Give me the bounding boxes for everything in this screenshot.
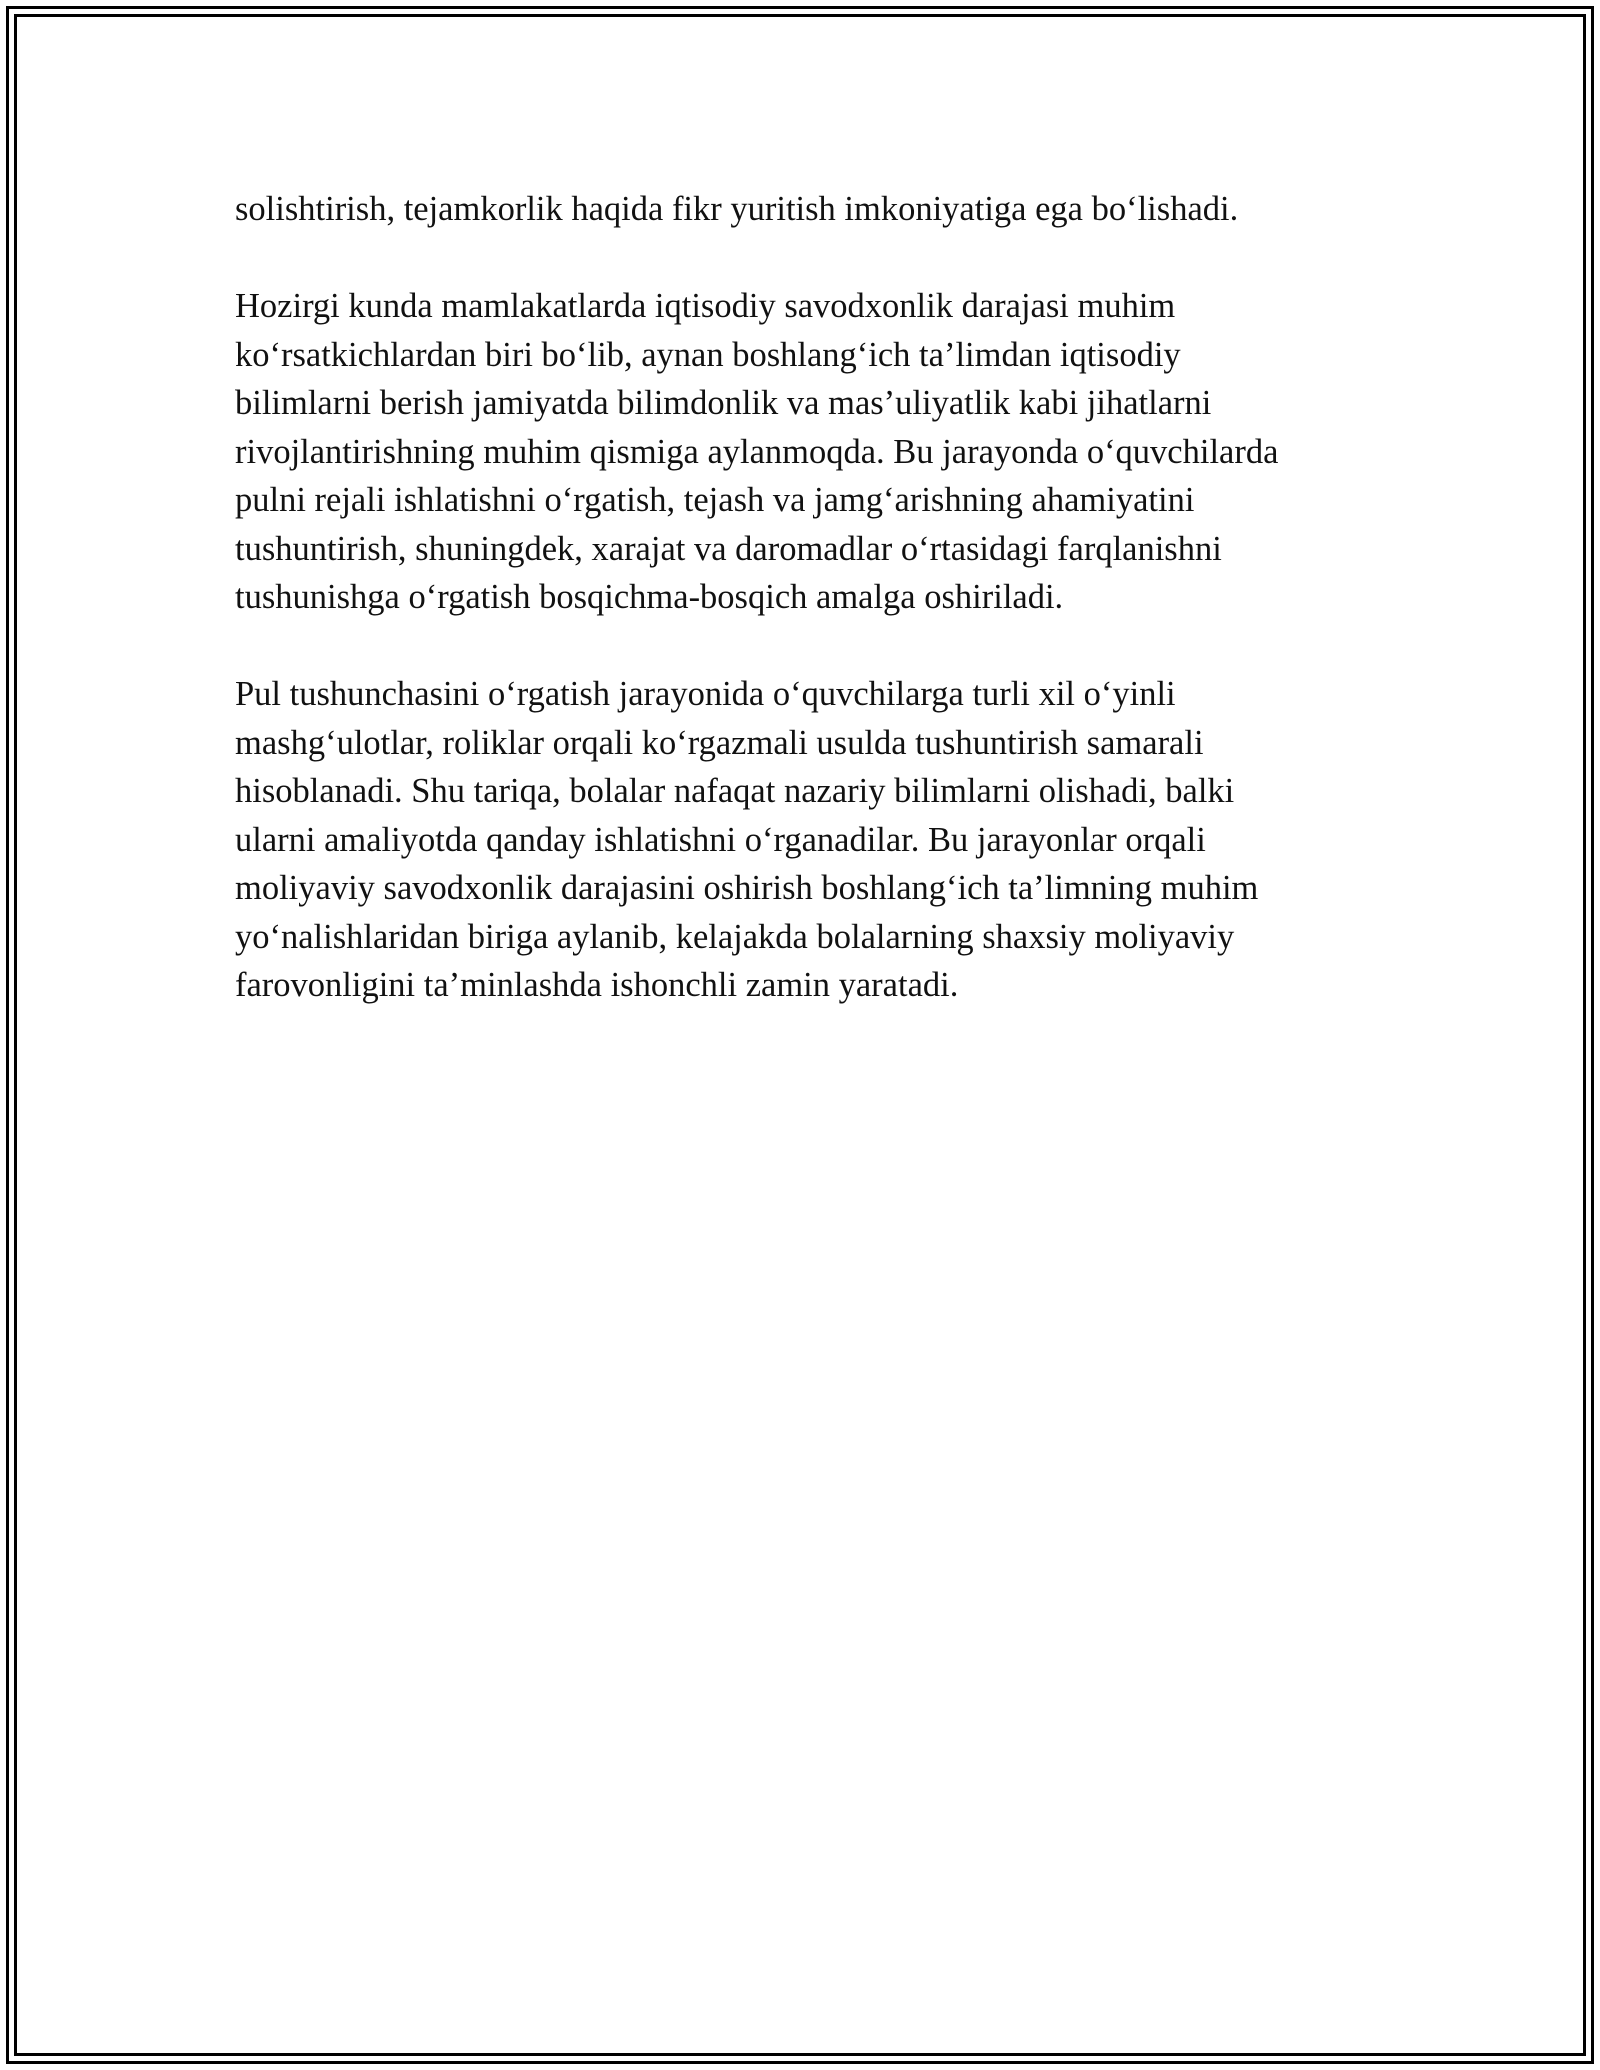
- document-body: [235, 185, 1365, 1058]
- paragraph-continuation: solishtirish, tejamkorlik haqida fikr yuritish imkoniyatiga ega bo‘lishadi.: [235, 190, 1239, 228]
- paragraph-economic-literacy: Hozirgi kunda mamlakatlarda iqtisodiy savodxonlik darajasi muhim ko‘rsatkichlardan biri bo‘lib, aynan boshlang‘ich ta’limdan iqtisodiy bilimlarni berish jamiyatda bilimdonlik va mas’uliyatlik kabi jihatlarni rivojlantirishning muhim qismiga aylanmoqda. Bu jarayonda o‘quvchilarda pulni rejali ishlatishni o‘rgatish, tejash va jamg‘arishning ahamiyatini tushuntirish, shuningdek, xarajat va daromadlar o‘rtasidagi farqlanishni tushunishga o‘rgatish bosqichma-bosqich amalga oshiriladi.: [235, 287, 1279, 616]
- paragraph-teaching-money: Pul tushunchasini o‘rgatish jarayonida o‘quvchilarga turli xil o‘yinli mashg‘ulotlar, roliklar orqali ko‘rgazmali usulda tushuntirish samarali hisoblanadi. Shu tariqa, bolalar nafaqat nazariy bilimlarni olishadi, balki ularni amaliyotda qanday ishlatishni o‘rganadilar. Bu jarayonlar orqali moliyaviy savodxonlik darajasini oshirish boshlang‘ich ta’limning muhim yo‘nalishlaridan biriga aylanib, kelajakda bolalarning shaxsiy moliyaviy farovonligini ta’minlashda ishonchli zamin yaratadi.: [235, 675, 1259, 1004]
